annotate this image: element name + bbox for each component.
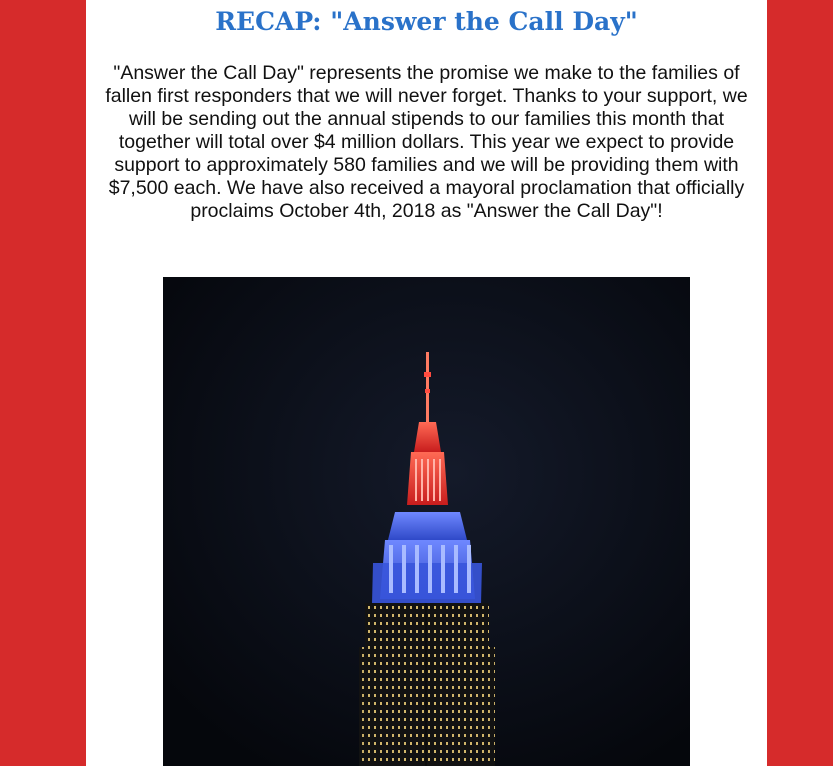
recap-body-text: "Answer the Call Day" represents the promise we make to the families of fallen first responders that we will never forget. Thanks to your support, we will be sending out the annual stipends to our families this month that together will total over $4 million dollars. This year we expect to provide support to approximately 580 families and we will be providing them with $7,500 each. We have also received a mayoral proclamation that officially proclaims October 4th, 2018 as "Answer the Call Day"! [105,62,748,222]
empire-state-building-illustration [163,277,690,766]
lower-building [359,603,495,766]
empire-state-building-photo [163,277,690,766]
email-card [86,0,767,766]
recap-headline: RECAP: "Answer the Call Day" [215,7,638,36]
